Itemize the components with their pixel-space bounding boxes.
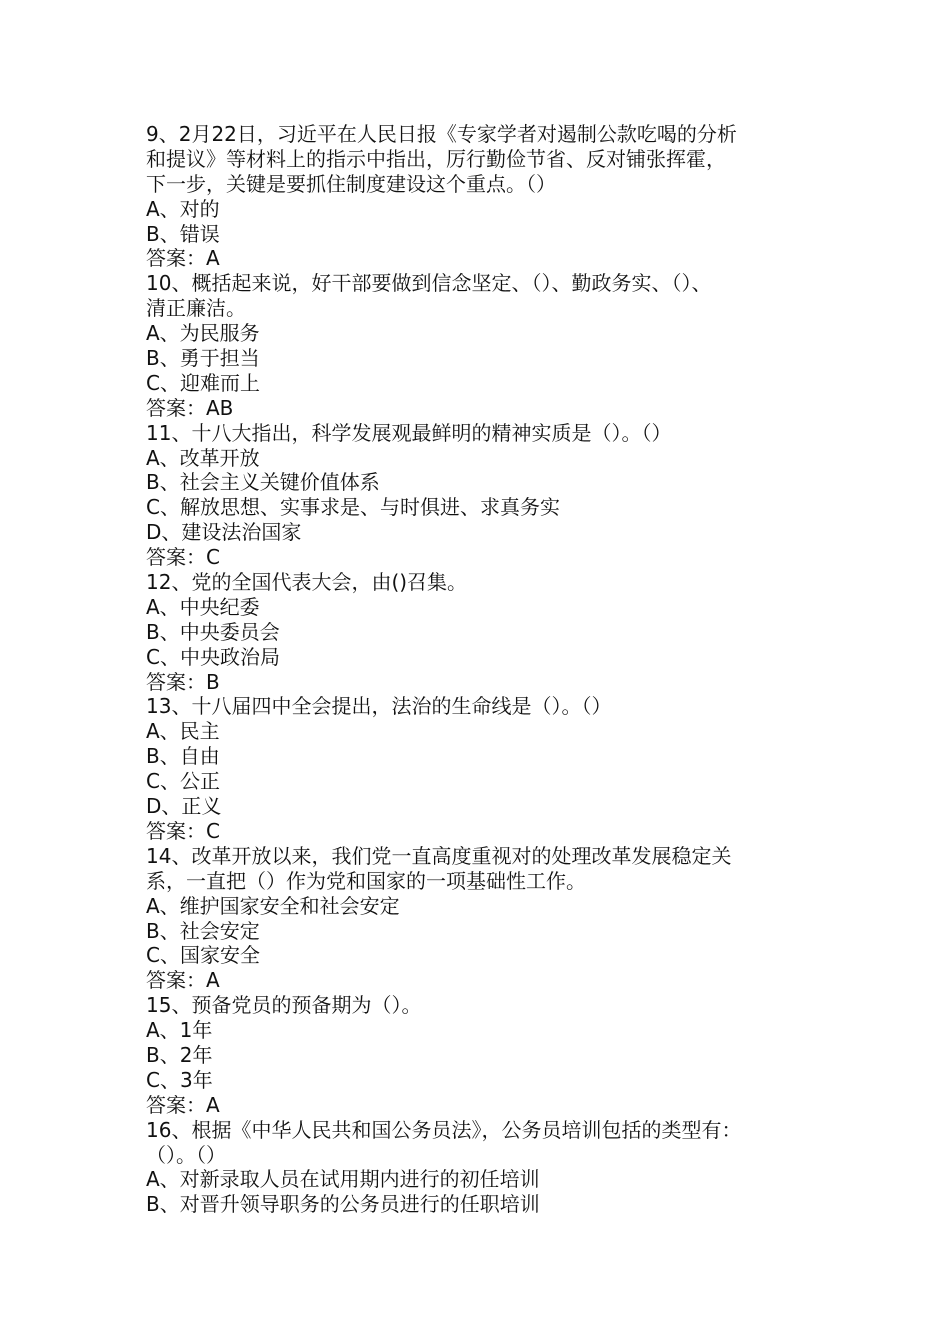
question-13-option-b: B、自由 [146, 744, 220, 769]
question-9-line-2: 和提议》等材料上的指示中指出，厉行勤俭节省、反对铺张挥霍， [146, 146, 726, 171]
question-15-option-b: B、2年 [146, 1042, 213, 1067]
question-11-line-1: 11、十八大指出，科学发展观最鲜明的精神实质是（）。（） [146, 420, 672, 445]
question-12-option-a: A、中央纪委 [146, 594, 260, 619]
question-11-option-a: A、改革开放 [146, 445, 260, 470]
question-10-option-b: B、勇于担当 [146, 346, 260, 371]
question-16-line-2: （）。（） [146, 1142, 226, 1167]
question-14-option-b: B、社会安定 [146, 918, 260, 943]
question-10-line-1: 10、概括起来说，好干部要做到信念坚定、（）、勤政务实、（）、 [146, 271, 712, 296]
document-page [146, 122, 826, 1217]
question-11-option-d: D、建设法治国家 [146, 520, 302, 545]
question-15-option-a: A、1年 [146, 1018, 213, 1043]
question-15-answer: 答案：A [146, 1092, 220, 1117]
question-10-option-a: A、为民服务 [146, 321, 260, 346]
question-16-option-b: B、对晋升领导职务的公务员进行的任职培训 [146, 1192, 540, 1217]
question-16-line-1: 16、根据《中华人民共和国公务员法》，公务员培训包括的类型有： [146, 1117, 742, 1142]
question-9-line-1: 9、2月22日，习近平在人民日报《专家学者对遏制公款吃喝的分析 [146, 122, 737, 146]
question-10-line-2: 清正廉洁。 [146, 296, 246, 321]
question-13-answer: 答案：C [146, 818, 220, 843]
question-15-option-c: C、3年 [146, 1067, 213, 1092]
question-12-option-c: C、中央政治局 [146, 644, 280, 669]
question-11-answer: 答案：C [146, 545, 220, 570]
question-11-option-b: B、社会主义关键价值体系 [146, 470, 380, 495]
question-9-answer: 答案：A [146, 246, 220, 271]
question-13-option-c: C、公正 [146, 769, 220, 794]
question-12-option-b: B、中央委员会 [146, 619, 280, 644]
question-10-option-c: C、迎难而上 [146, 370, 260, 395]
question-12-answer: 答案：B [146, 669, 220, 694]
question-13-option-d: D、正义 [146, 794, 222, 819]
question-9-option-a: A、对的 [146, 196, 220, 221]
question-13-line-1: 13、十八届四中全会提出，法治的生命线是（）。（） [146, 694, 612, 719]
question-15-line-1: 15、预备党员的预备期为（）。 [146, 993, 422, 1018]
question-14-option-a: A、维护国家安全和社会安定 [146, 893, 400, 918]
question-12-line-1: 12、党的全国代表大会，由()召集。 [146, 570, 468, 595]
question-9-line-3: 下一步，关键是要抓住制度建设这个重点。（） [146, 171, 556, 196]
question-11-option-c: C、解放思想、实事求是、与时俱进、求真务实 [146, 495, 560, 520]
question-14-line-2: 系，一直把（）作为党和国家的一项基础性工作。 [146, 868, 586, 893]
question-16-option-a: A、对新录取人员在试用期内进行的初任培训 [146, 1167, 540, 1192]
question-14-answer: 答案：A [146, 968, 220, 993]
question-10-answer: 答案：AB [146, 395, 234, 420]
question-14-option-c: C、国家安全 [146, 943, 260, 968]
question-14-line-1: 14、改革开放以来，我们党一直高度重视对的处理改革发展稳定关 [146, 843, 732, 868]
question-9-option-b: B、错误 [146, 221, 220, 246]
question-13-option-a: A、民主 [146, 719, 220, 744]
